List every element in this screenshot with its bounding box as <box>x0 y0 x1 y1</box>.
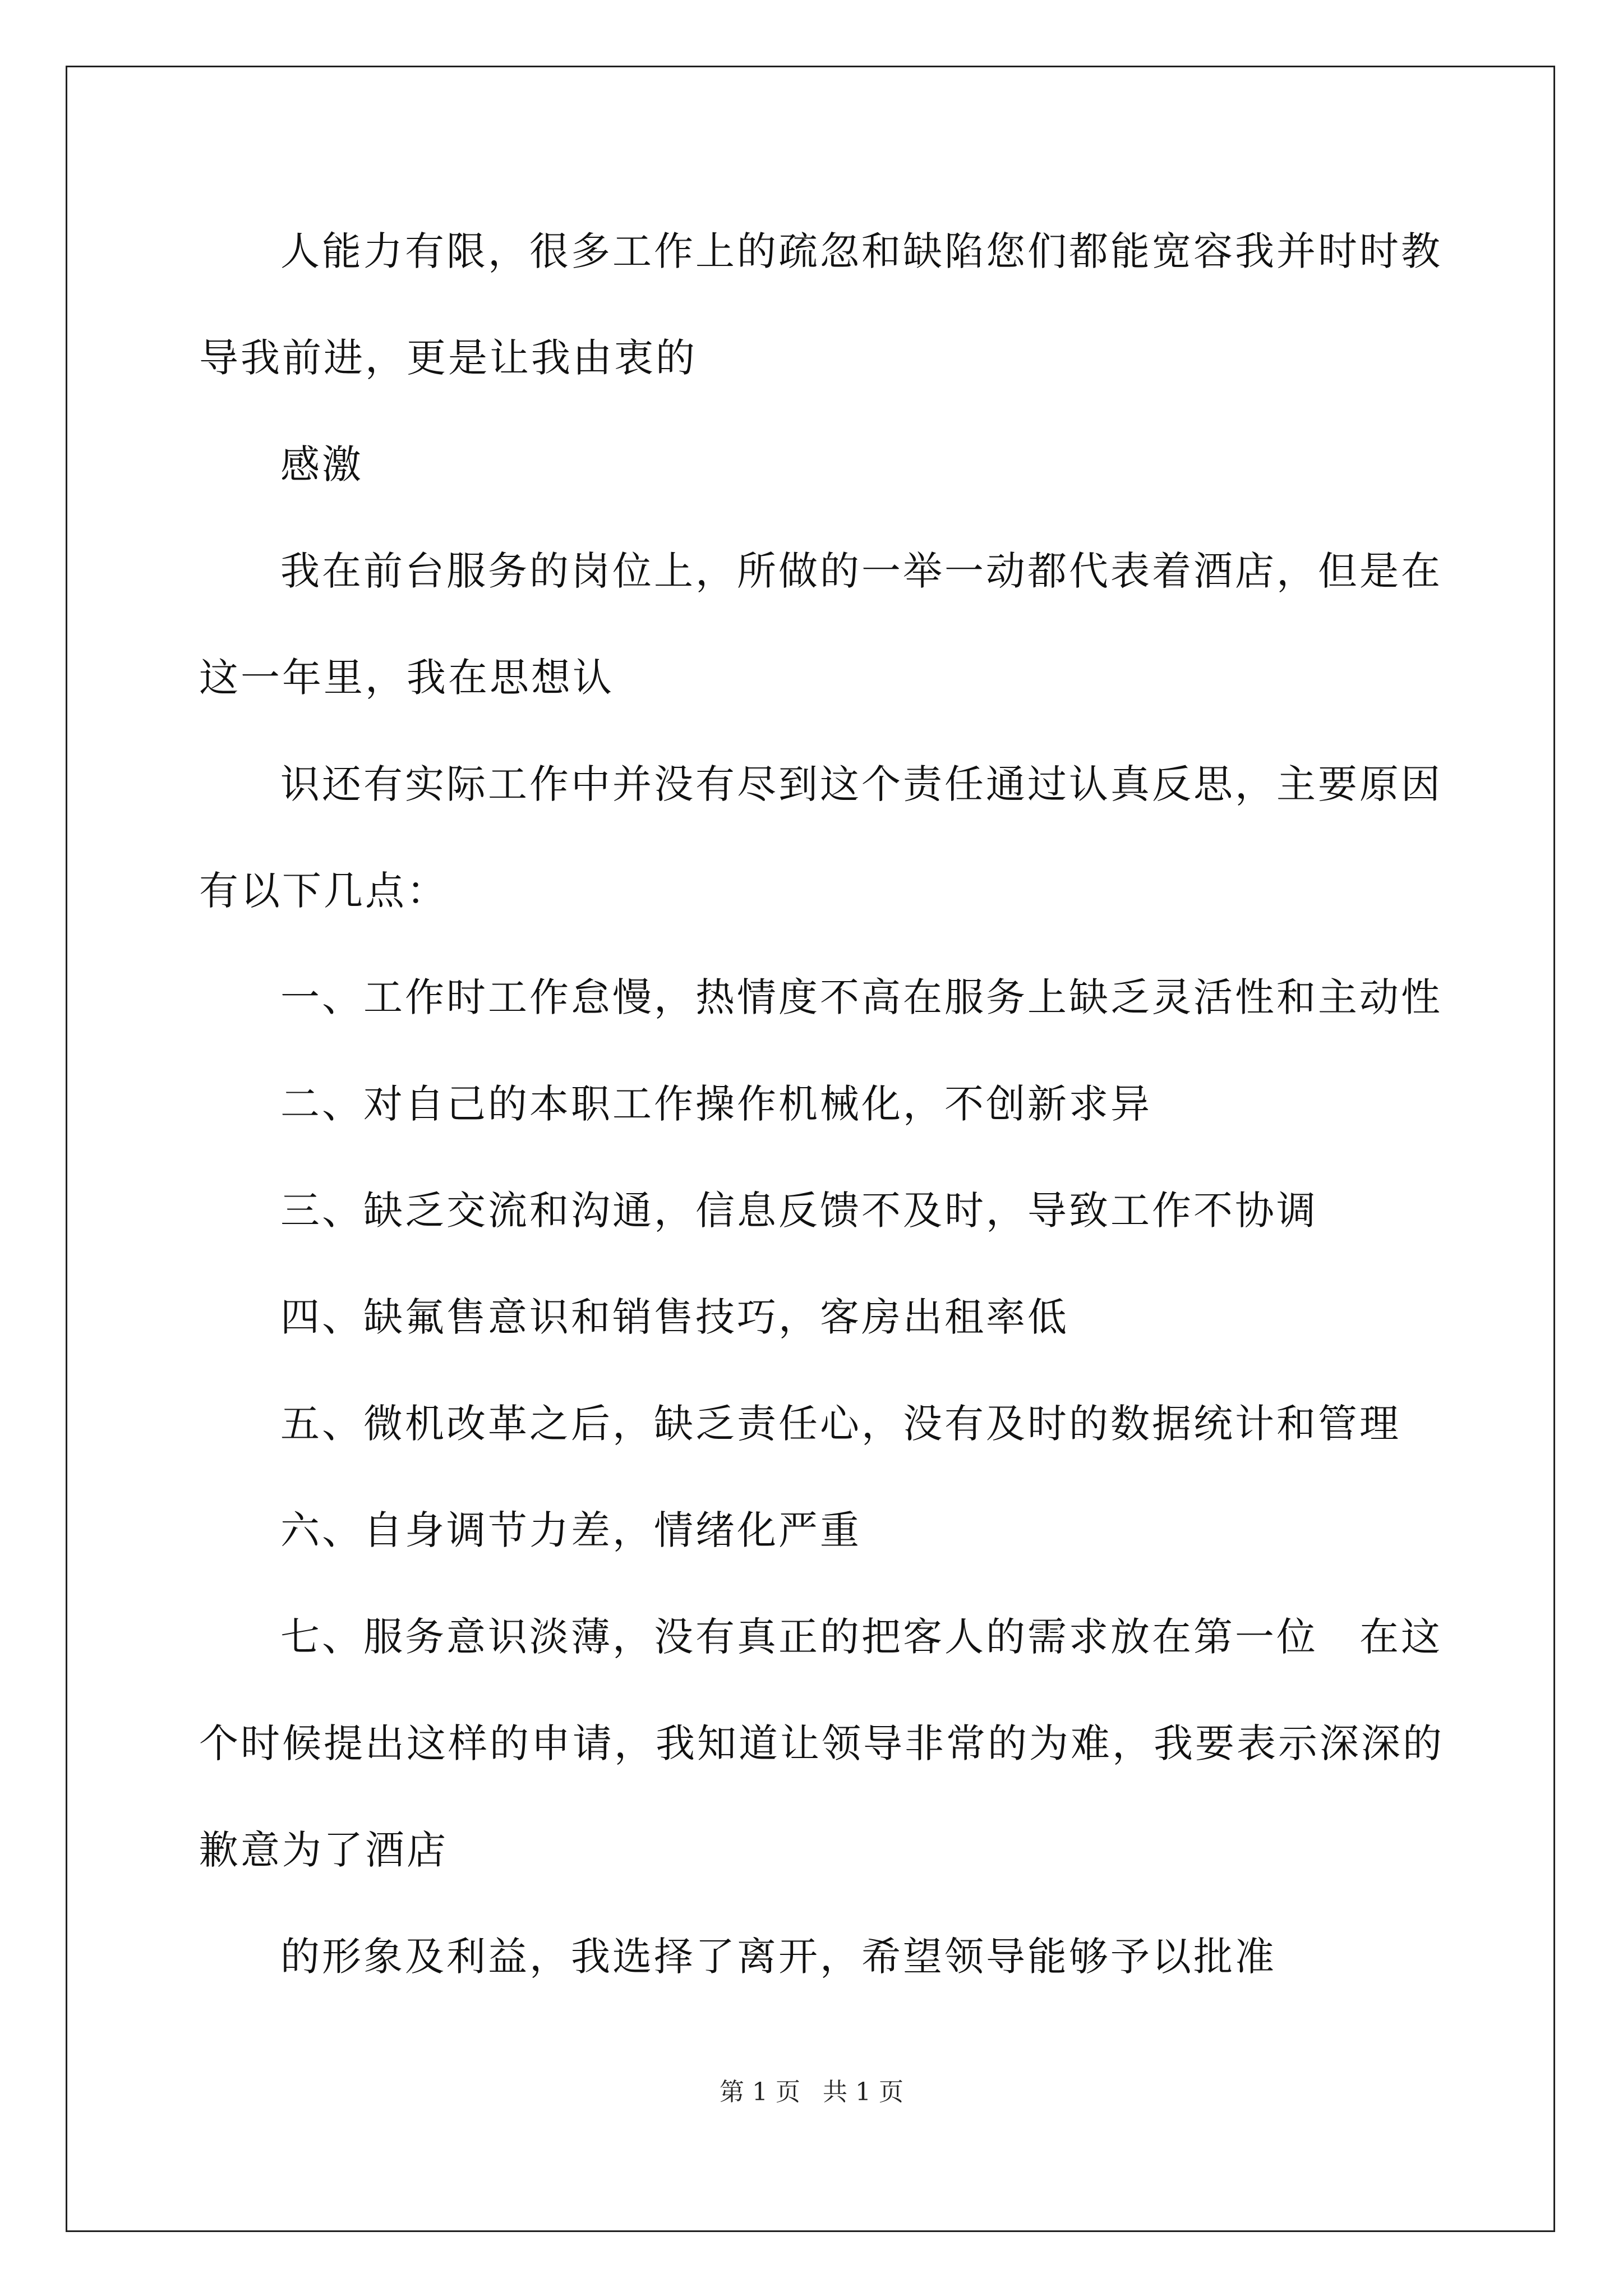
page-number: 第 1 页 <box>720 2078 800 2106</box>
page-border <box>66 66 1555 2232</box>
text-line: 二、对自己的本职工作操作机械化，不创新求异 <box>280 1081 1152 1127</box>
text-line: 人能力有限，很多工作上的疏忽和缺陷您们都能宽容我并时时教 <box>280 228 1442 274</box>
text-line: 歉意为了酒店 <box>199 1827 448 1873</box>
text-line: 四、缺氟售意识和销售技巧，客房出租率低 <box>280 1294 1069 1340</box>
page-total: 共 1 页 <box>823 2078 903 2106</box>
text-line: 有以下几点： <box>199 868 448 914</box>
text-line: 我在前台服务的岗位上，所做的一举一动都代表着酒店，但是在 <box>280 548 1442 594</box>
text-line: 的形象及利益，我选择了离开，希望领导能够予以批准 <box>280 1934 1276 1980</box>
text-line: 识还有实际工作中并没有尽到这个责任通过认真反思，主要原因 <box>280 761 1442 807</box>
page-footer <box>0 2076 1623 2109</box>
text-line: 七、服务意识淡薄，没有真正的把客人的需求放在第一位 在这 <box>280 1614 1442 1660</box>
text-line: 五、微机改革之后，缺乏责任心，没有及时的数据统计和管理 <box>280 1401 1401 1447</box>
text-line: 个时候提出这样的申请，我知道让领导非常的为难，我要表示深深的 <box>199 1720 1444 1766</box>
text-line: 感激 <box>280 441 363 487</box>
text-line: 六、自身调节力差，情绪化严重 <box>280 1507 861 1553</box>
text-line: 三、缺乏交流和沟通，信息反馈不及时，导致工作不协调 <box>280 1188 1318 1234</box>
text-line: 一、工作时工作怠慢，热情度不高在服务上缺乏灵活性和主动性 <box>280 974 1442 1020</box>
text-line: 这一年里，我在思想认 <box>199 655 614 701</box>
text-line: 导我前进，更是让我由衷的 <box>199 335 697 381</box>
